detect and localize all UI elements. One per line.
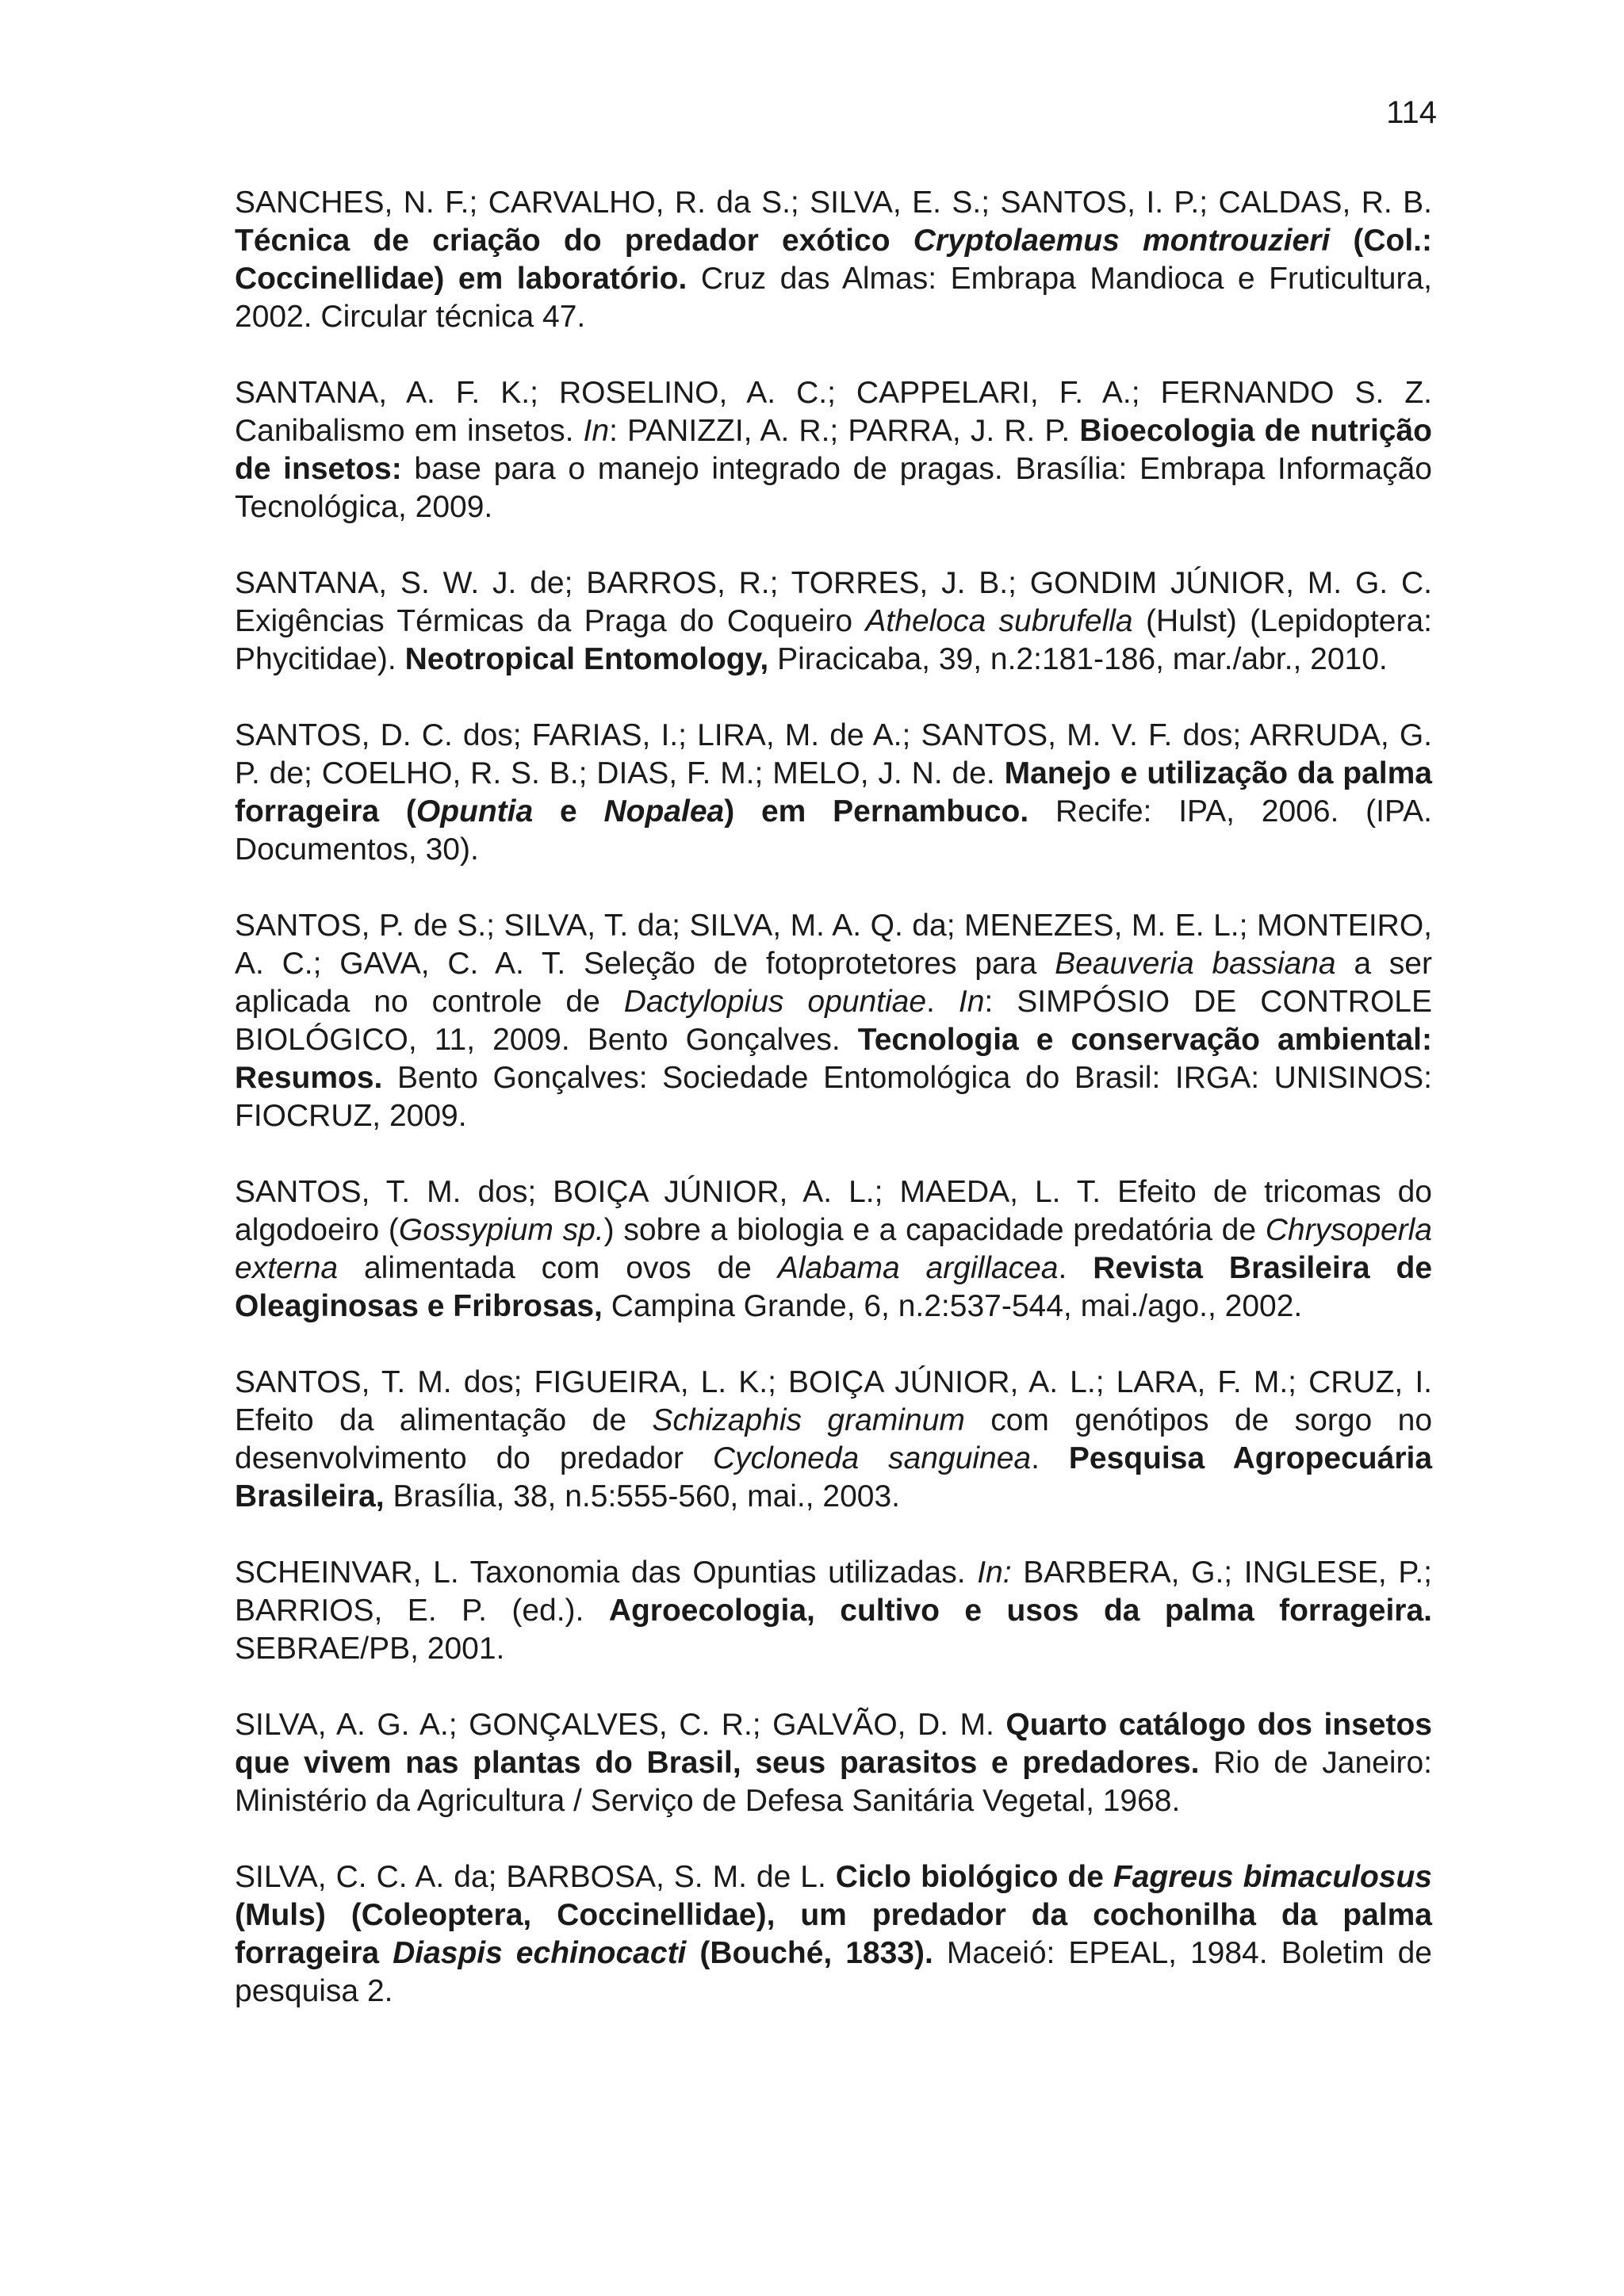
- reference-entry: [235, 564, 1432, 679]
- reference-entry: [235, 907, 1432, 1135]
- reference-italic-text: Chrysoperla externa: [235, 1213, 1432, 1285]
- reference-text: Cruz das Almas: Embrapa Mandioca e Fruticultura, 2002. Circular técnica 47.: [235, 262, 1433, 334]
- reference-text: (Hulst) (Lepidoptera: Phycitidae).: [235, 604, 1432, 676]
- reference-text: SANTOS, T. M. dos; FIGUEIRA, L. K.; BOIÇA JÚNIOR, A. L.; LARA, F. M.; CRUZ, I. Efeito da alimentação de: [235, 1365, 1432, 1437]
- reference-text: base para o manejo integrado de pragas. Brasília: Embrapa Informação Tecnológica, 2009.: [235, 452, 1432, 524]
- reference-text: BARBERA, G.; INGLESE, P.; BARRIOS, E. P. (ed.).: [235, 1556, 1432, 1628]
- reference-text: Bento Gonçalves: Sociedade Entomológica do Brasil: IRGA: UNISINOS: FIOCRUZ, 2009.: [235, 1061, 1432, 1133]
- reference-title-bold: Manejo e utilização da palma forrageira (: [235, 756, 1432, 828]
- reference-text: Recife: IPA, 2006. (IPA. Documentos, 30).: [235, 794, 1432, 867]
- reference-text: Piracicaba, 39, n.2:181-186, mar./abr., 2010.: [768, 642, 1388, 676]
- reference-italic-text: Alabama argillacea: [777, 1251, 1059, 1285]
- reference-entry: [235, 184, 1432, 336]
- reference-text: Campina Grande, 6, n.2:537-544, mai./ago., 2002.: [602, 1289, 1303, 1323]
- reference-italic-text: Gossypium sp.: [398, 1213, 604, 1247]
- reference-text: a ser aplicada no controle de: [235, 947, 1432, 1019]
- reference-italic-text: Beauveria bassiana: [1055, 947, 1336, 981]
- reference-list: [235, 184, 1432, 2049]
- reference-italic-text: Schizaphis graminum: [652, 1403, 965, 1437]
- reference-title-bold: Tecnologia e conservação ambiental: Resumos.: [235, 1023, 1432, 1095]
- reference-italic-text: Atheloca subrufella: [865, 604, 1133, 638]
- reference-text: com genótipos de sorgo no desenvolvimento do predador: [235, 1403, 1433, 1475]
- reference-entry: [235, 374, 1432, 526]
- reference-entry: [235, 1364, 1432, 1516]
- reference-text: .: [1031, 1441, 1069, 1475]
- reference-text: SCHEINVAR, L. Taxonomia das Opuntias utilizadas.: [235, 1556, 978, 1590]
- page-number: 114: [1386, 95, 1437, 130]
- reference-italic-text: Cycloneda sanguinea: [712, 1441, 1032, 1475]
- reference-text: SANTOS, D. C. dos; FARIAS, I.; LIRA, M. de A.; SANTOS, M. V. F. dos; ARRUDA, G. P. de; COELHO, R. S. B.; DIAS, F. M.; MELO, J. N. de.: [235, 718, 1432, 790]
- reference-text: SANTOS, P. de S.; SILVA, T. da; SILVA, M. A. Q. da; MENEZES, M. E. L.; MONTEIRO, A. C.; GAVA, C. A. T. Seleção de fotoprotetores para: [235, 909, 1432, 981]
- reference-title-bold: Quarto catálogo dos insetos que vivem nas plantas do Brasil, seus parasitos e predadores.: [235, 1708, 1432, 1780]
- reference-text: SILVA, A. G. A.; GONÇALVES, C. R.; GALVÃO, D. M.: [235, 1708, 1006, 1742]
- reference-text: ) sobre a biologia e a capacidade predatória de: [603, 1213, 1266, 1247]
- reference-text: SANTANA, S. W. J. de; BARROS, R.; TORRES, J. B.; GONDIM JÚNIOR, M. G. C. Exigências Térmicas da Praga do Coqueiro: [235, 566, 1432, 638]
- reference-bold-italic-text: Opuntia: [416, 794, 534, 828]
- reference-entry: [235, 1858, 1432, 2011]
- reference-italic-text: In: [958, 985, 985, 1019]
- reference-text: : SIMPÓSIO DE CONTROLE BIOLÓGICO, 11, 2009. Bento Gonçalves.: [235, 985, 1432, 1057]
- reference-entry: [235, 1554, 1432, 1668]
- reference-text: .: [926, 985, 959, 1019]
- reference-entry: [235, 1173, 1432, 1326]
- reference-title-bold: Revista Brasileira de Oleaginosas e Fribrosas,: [235, 1251, 1433, 1323]
- reference-italic-text: In: [583, 414, 610, 448]
- reference-text: Maceió: EPEAL, 1984. Boletim de pesquisa 2.: [235, 1936, 1433, 2008]
- reference-title-bold: e: [533, 794, 604, 828]
- reference-text: SILVA, C. C. A. da; BARBOSA, S. M. de L.: [235, 1860, 836, 1894]
- reference-title-bold: Pesquisa Agropecuária Brasileira,: [235, 1441, 1433, 1513]
- reference-text: SANTANA, A. F. K.; ROSELINO, A. C.; CAPPELARI, F. A.; FERNANDO S. Z. Canibalismo em insetos.: [235, 376, 1432, 448]
- reference-text: : PANIZZI, A. R.; PARRA, J. R. P.: [609, 414, 1080, 448]
- reference-bold-italic-text: Fagreus bimaculosus: [1113, 1860, 1432, 1894]
- reference-bold-italic-text: Nopalea: [603, 794, 725, 828]
- reference-text: Brasília, 38, n.5:555-560, mai., 2003.: [384, 1479, 901, 1513]
- reference-entry: [235, 717, 1432, 869]
- reference-text: SEBRAE/PB, 2001.: [235, 1632, 505, 1666]
- reference-bold-italic-text: Diaspis echinocacti: [393, 1936, 687, 1970]
- reference-title-bold: Bioecologia de nutrição de insetos:: [235, 414, 1432, 486]
- reference-title-bold: Técnica de criação do predador exótico: [235, 224, 914, 258]
- reference-italic-text: In:: [977, 1556, 1012, 1590]
- reference-title-bold: ) em Pernambuco.: [724, 794, 1029, 828]
- reference-text: alimentada com ovos de: [338, 1251, 778, 1285]
- reference-bold-italic-text: Cryptolaemus montrouzieri: [913, 224, 1331, 258]
- reference-title-bold: Ciclo biológico de: [835, 1860, 1113, 1894]
- reference-text: SANTOS, T. M. dos; BOIÇA JÚNIOR, A. L.; MAEDA, L. T. Efeito de tricomas do algodoeiro (: [235, 1175, 1432, 1247]
- reference-title-bold: (Bouché, 1833).: [686, 1936, 933, 1970]
- reference-entry: [235, 1706, 1432, 1820]
- reference-text: Rio de Janeiro: Ministério da Agricultura / Serviço de Defesa Sanitária Vegetal, 1968.: [235, 1746, 1432, 1818]
- reference-title-bold: Agroecologia, cultivo e usos da palma forrageira.: [608, 1594, 1432, 1628]
- reference-text: .: [1058, 1251, 1094, 1285]
- reference-title-bold: (Col.: Coccinellidae) em laboratório.: [235, 224, 1432, 296]
- reference-title-bold: Neotropical Entomology,: [404, 642, 769, 676]
- reference-text: SANCHES, N. F.; CARVALHO, R. da S.; SILVA, E. S.; SANTOS, I. P.; CALDAS, R. B.: [235, 186, 1432, 220]
- reference-italic-text: Dactylopius opuntiae: [623, 985, 927, 1019]
- reference-title-bold: (Muls) (Coleoptera, Coccinellidae), um predador da cochonilha da palma forrageira: [235, 1898, 1432, 1970]
